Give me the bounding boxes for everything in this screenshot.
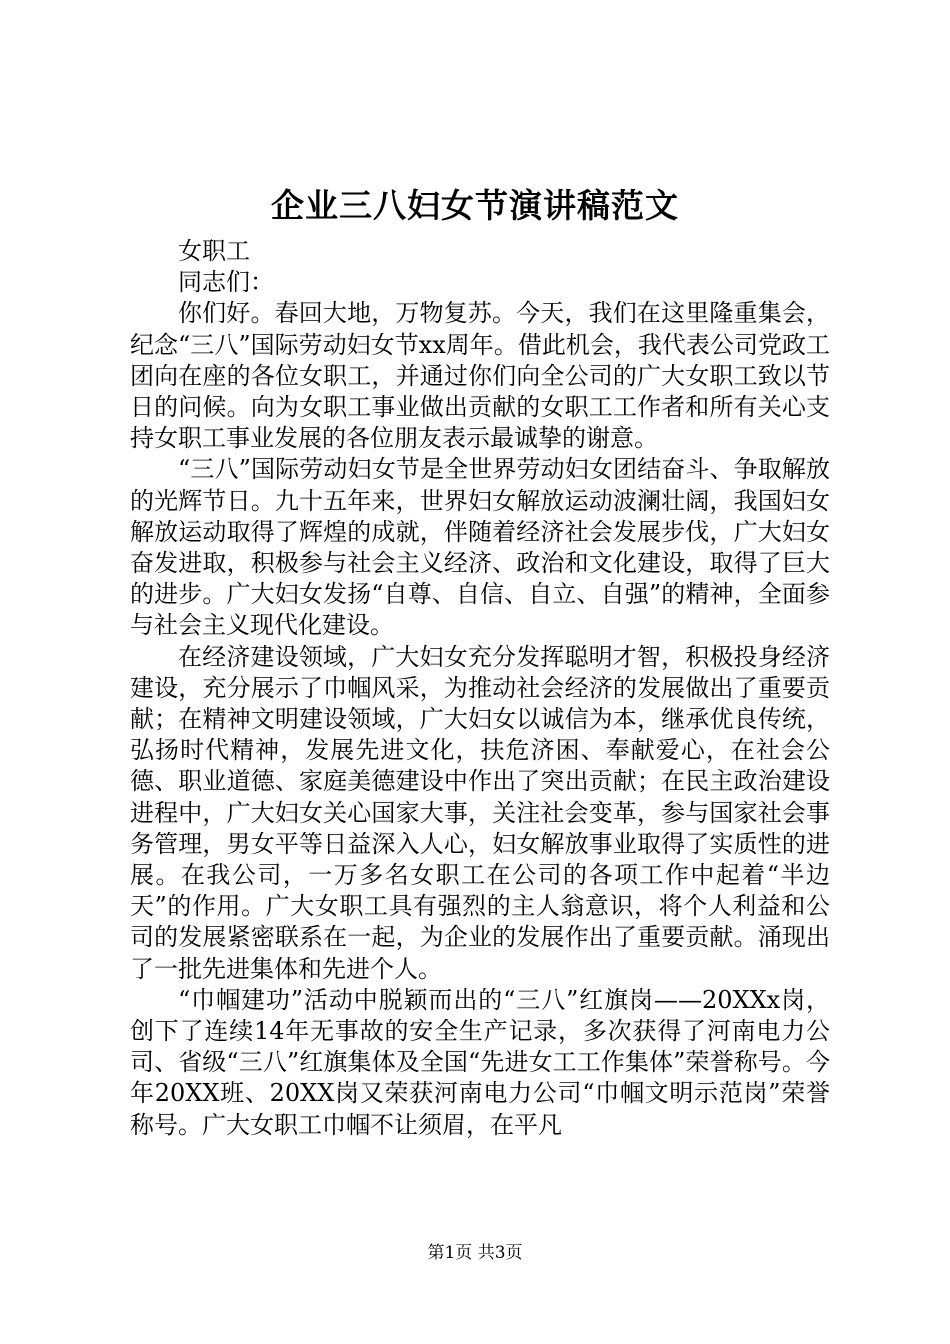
body-paragraph: 在经济建设领域，广大妇女充分发挥聪明才智，积极投身经济建设，充分展示了巾帼风采，为推动社会经济的发展做出了重要贡献；在精神文明建设领域，广大妇女以诚信为本，继承优良传统，弘扬时代精神，发展先进文化，扶危济困、奉献爱心，在社会公德、职业道德、家庭美德建设中作出了突出贡献；在民主政治建设进程中，广大妇女关心国家大事，关注社会变革，参与国家社会事务管理，男女平等日益深入人心，妇女解放事业取得了实质性的进展。在我公司，一万多名女职工在公司的各项工作中起着“半边天”的作用。广大女职工具有强烈的主人翁意识，将个人利益和公司的发展紧密联系在一起，为企业的发展作出了重要贡献。涌现出了一批先进集体和先进个人。 xyxy=(130,642,830,983)
greeting-line: 同志们： xyxy=(178,268,274,297)
body-paragraph: “三八”国际劳动妇女节是全世界劳动妇女团结奋斗、争取解放的光辉节日。九十五年来，世界妇女解放运动波澜壮阔，我国妇女解放运动取得了辉煌的成就，伴随着经济社会发展步伐，广大妇女奋发进取，积极参与社会主义经济、政治和文化建设，取得了巨大的进步。广大妇女发扬“自尊、自信、自立、自强”的精神，全面参与社会主义现代化建设。 xyxy=(130,455,830,640)
body-paragraph: “巾帼建功”活动中脱颖而出的“三八”红旗岗——20XXx岗，创下了连续14年无事故的安全生产记录，多次获得了河南电力公司、省级“三八”红旗集体及全国“先进女工工作集体”荣誉称号。今年20XX班、20XX岗又荣获河南电力公司“巾帼文明示范岗”荣誉称号。广大女职工巾帼不让须眉，在平凡 xyxy=(130,985,830,1139)
body-paragraph: 你们好。春回大地，万物复苏。今天，我们在这里隆重集会，纪念“三八”国际劳动妇女节xx周年。借此机会，我代表公司党政工团向在座的各位女职工，并通过你们向全公司的广大女职工致以节日的问候。向为女职工事业做出贡献的女职工工作者和所有关心支持女职工事业发展的各位朋友表示最诚挚的谢意。 xyxy=(130,299,830,453)
document-body xyxy=(130,236,830,1141)
page-footer: 第1页 共3页 xyxy=(427,1243,523,1263)
salutation-line: 女职工 xyxy=(178,237,250,265)
document-title: 企业三八妇女节演讲稿范文 xyxy=(271,186,679,225)
